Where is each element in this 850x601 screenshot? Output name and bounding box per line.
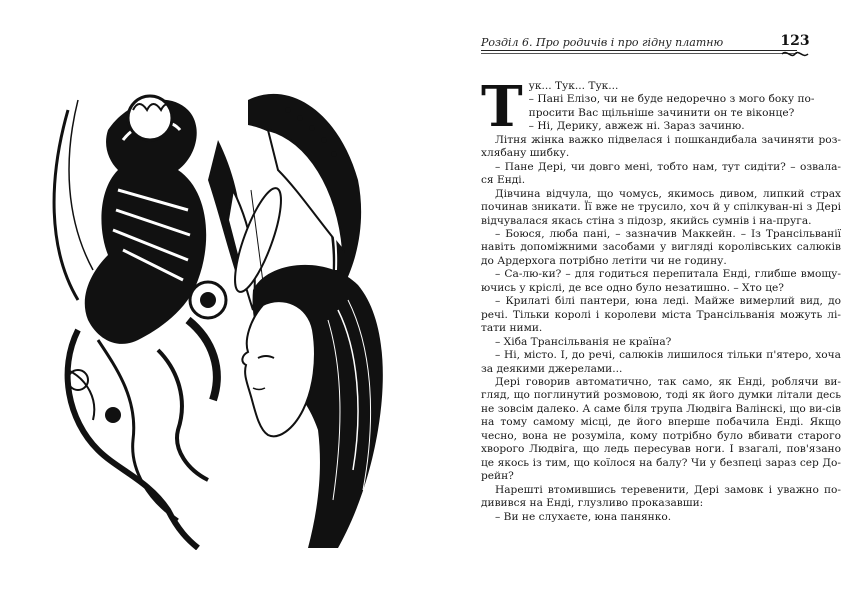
paragraph: – Ні, місто. І, до речі, салюків лишилося тільки п'ятеро, хоча за деякими джерелами... xyxy=(481,349,841,375)
paragraph: – Са-лю-ки? – для годиться перепитала Енді, глибше вмощу-ючись у кріслі, де все одно було незатишно. – Хто це? xyxy=(481,268,841,294)
body-text xyxy=(481,74,841,524)
paragraph: Дері говорив автоматично, так само, як Енді, роблячи ви-гляд, що поглинутий розмовою, тоді як його думки літали десь не зовсім далеко. А саме біля трупа Людвіга Валінскі, що ви-сів на тому самому місці, де його вперше побачила Енді. Якщо чесно, вона не розуміла, кому потрібно було вбивати старого хворого Людвіга, що ледь пересував ноги. І взагалі, пов'язано це якось із тим, що коїлося на балу? Чи у безпеці зараз сер До-рейн? xyxy=(481,375,841,483)
header-rule-secondary xyxy=(481,53,797,54)
paragraph: – Крилаті білі пантери, юна леді. Майже вимерлий вид, до речі. Тільки королі і королеви міста Трансільванія можуть лі-тати ними. xyxy=(481,295,841,335)
opening-block xyxy=(481,74,841,140)
opening-line: – Ні, Дерику, авжеж ні. Зараз зачиню. xyxy=(528,120,745,133)
paragraph: Літня жінка важко підвелася і пошкандибала зачиняти роз-хлябану шибку. xyxy=(481,133,841,160)
paragraph: Нарешті втомившись теревенити, Дері замовк і уважно по-дивився на Енді, глузливо проказавши: xyxy=(481,483,841,510)
header-rule xyxy=(481,50,797,51)
paragraph: Дівчина відчула, що чомусь, якимось дивом, липкий страх починав зникати. Її вже не трусило, хоч й у спілкуван-ні з Дері відчувалася якась стіна з підозр, якийсь сумнів і на-пруга. xyxy=(481,187,841,227)
ink-illustration xyxy=(38,70,393,550)
running-head: Розділ 6. Про родичів і про гідну платню xyxy=(481,36,724,49)
ornament-flourish-icon xyxy=(781,49,809,59)
opening-line: ук... Тук... Тук... xyxy=(528,80,619,92)
opening-line: – Пані Елізо, чи не буде недоречно з мого боку по- xyxy=(528,93,815,106)
drop-cap: Т xyxy=(481,74,523,140)
page-number: 123 xyxy=(780,33,810,49)
paragraph: – Ви не слухаєте, юна панянко. xyxy=(495,510,672,523)
paragraph: – Пане Дері, чи довго мені, тобто нам, тут сидіти? – озвала-ся Енді. xyxy=(481,160,841,187)
paragraph: – Хіба Трансільванія не країна? xyxy=(495,335,672,348)
right-page xyxy=(425,0,850,601)
opening-line: просити Вас щільніше зачинити он те віконце? xyxy=(528,106,795,119)
paragraph: – Боюся, люба пані, – зазначив Маккейн. – Із Трансільванії навіть допоміжними засобами у вигляді королівських салюків до Ардерхога потрібно летіти чи не годину. xyxy=(481,227,841,267)
